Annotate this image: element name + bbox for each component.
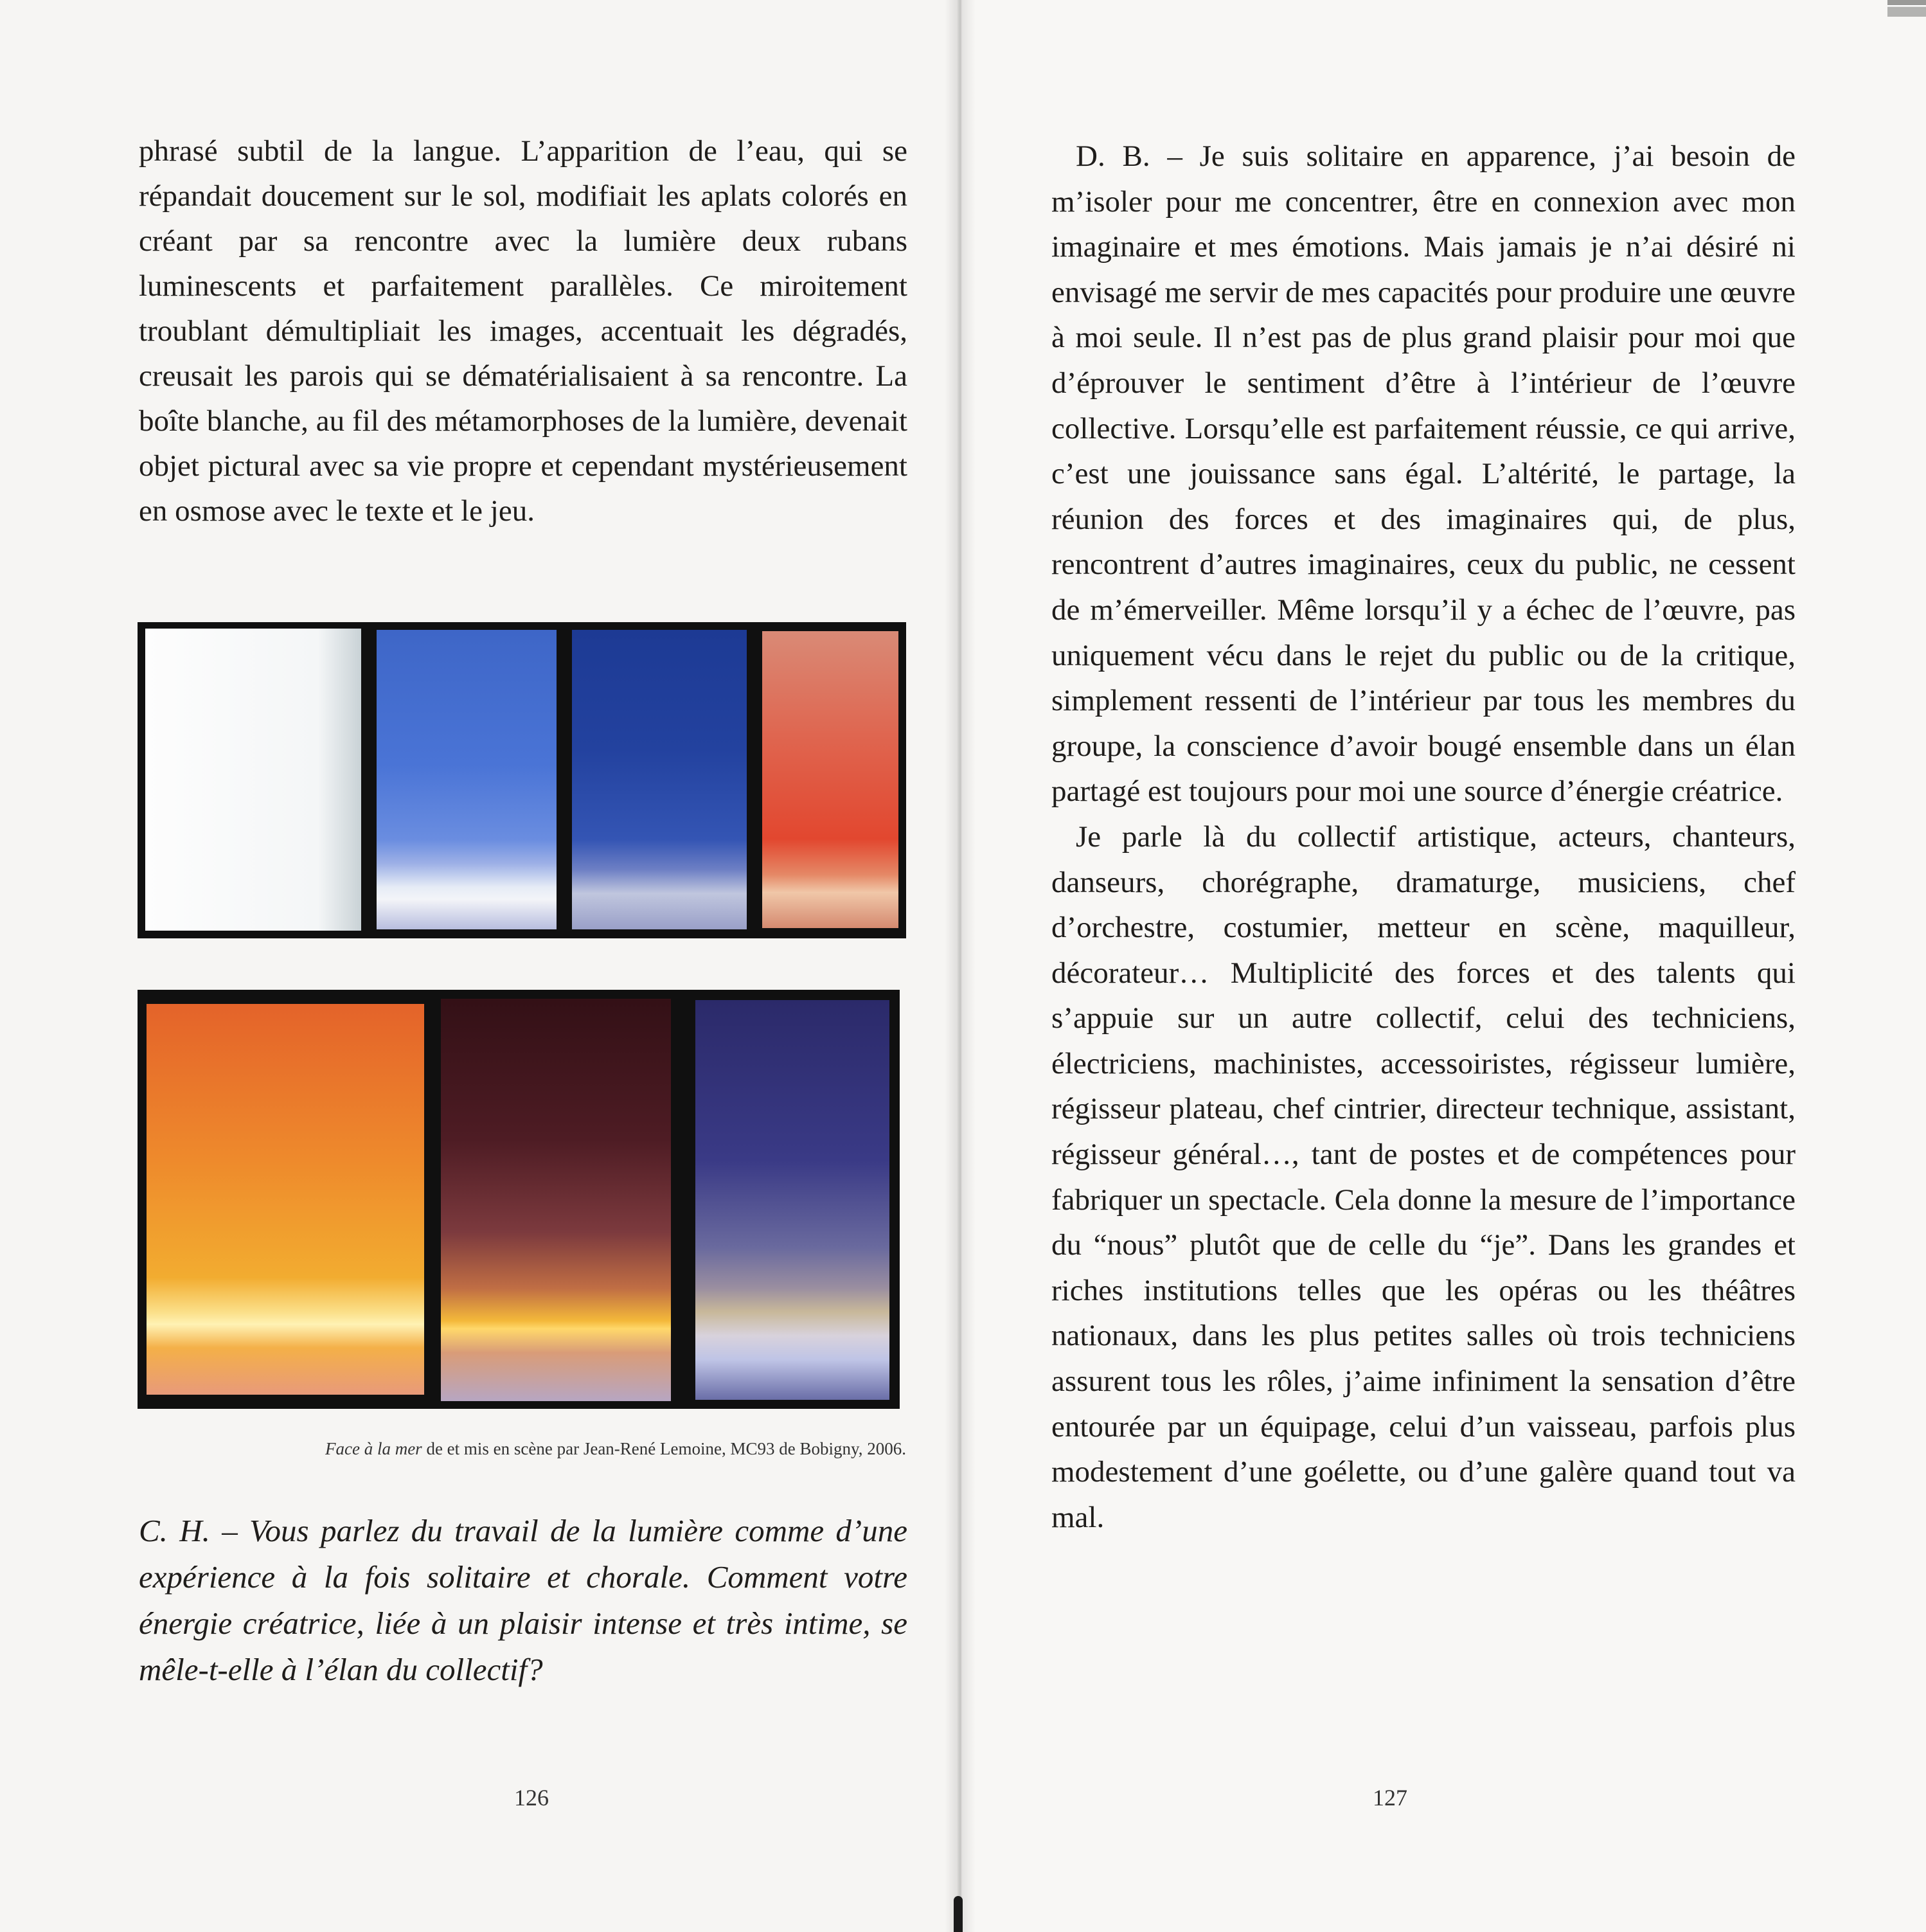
page-number-right: 127 <box>1373 1785 1407 1811</box>
book-gutter <box>945 0 976 1932</box>
stage-photo-top <box>138 622 906 938</box>
photo-panel-orange <box>147 1004 424 1395</box>
answer-paragraph-1: D. B. – Je suis solitaire en apparence, j’ai besoin de m’isoler pour me concentrer, être en connexion avec mon imaginaire et mes émotions. Mais jamais je n’ai désiré ni envisagé me servir de mes capacités pour produire une œuvre à moi seule. Il n’est pas de plus grand plaisir pour moi que d’éprouver le sentiment d’être à l’intérieur de l’œuvre collective. Lorsqu’elle est parfaitement réussie, ce qui arrive, c’est une jouissance sans égal. L’altérité, le partage, la réunion des forces et des imaginaires qui, de plus, rencontrent d’autres imaginaires, ceux du public, ne cessent de m’émerveiller. Même lorsqu’il y a échec de l’œuvre, pas uniquement vécu dans le rejet du public ou de la critique, simplement ressenti de l’intérieur par tous les membres du groupe, la conscience d’avoir bougé ensemble dans un élan partagé est toujours pour moi une source d’énergie créatrice. <box>1051 139 1796 809</box>
photo-panel-violet <box>695 1000 889 1400</box>
left-page <box>0 0 958 1932</box>
photo-panel-sunset <box>441 999 671 1401</box>
left-paragraph: phrasé subtil de la langue. L’apparition de l’eau, qui se répandait doucement sur le sol, modifiait les aplats colorés en créant par sa rencontre avec la lumière deux rubans luminescents et parfaitement parallèles. Ce miroitement troublant démultipliait les images, accentuait les dégradés, creusait les parois qui se dématérialisaient à sa rencontre. La boîte blanche, au fil des métamorphoses de la lumière, devenait objet pictural avec sa vie propre et cependant mystérieusement en osmose avec le texte et le jeu. <box>139 134 907 528</box>
corner-mark <box>1887 0 1926 17</box>
photo-panel-deep-blue <box>572 630 747 929</box>
stage-photo-bottom <box>138 990 900 1409</box>
caption-title: Face à la mer <box>325 1439 422 1458</box>
spine-mark <box>954 1896 963 1932</box>
left-body-text <box>139 129 907 533</box>
interview-question: C. H. – Vous parlez du travail de la lumière comme d’une expérience à la fois solitaire et chorale. Comment votre énergie créatrice, liée à un plaisir intense et très intime, se mêle-t-elle à l’élan du collectif? <box>139 1513 907 1687</box>
right-body-text <box>1051 134 1796 1540</box>
caption-credit: de et mis en scène par Jean-René Lemoine, MC93 de Bobigny, 2006. <box>422 1439 906 1458</box>
photo-caption <box>138 1437 906 1460</box>
photo-panel-light-blue <box>377 630 557 929</box>
answer-paragraph-2: Je parle là du collectif artistique, acteurs, chanteurs, danseurs, chorégraphe, dramaturge, musiciens, chef d’orchestre, costumier, metteur en scène, maquilleur, décorateur… Multiplicité des forces et des talents qui s’appuie sur un autre collectif, celui des techniciens, électriciens, machinistes, accessoiristes, régisseur lumière, régisseur plateau, chef cintrier, directeur technique, assistant, régisseur général…, tant de postes et de compétences pour fabriquer un spectacle. Cela donne la mesure de l’importance du “nous” plutôt que de celle du “je”. Dans les grandes et riches institutions telles que les opéras ou les théâtres nationaux, dans les plus petites salles où trois techniciens assurent tous les rôles, j’aime infiniment la sensation d’être entourée par un équipage, celui d’un vaisseau, parfois plus modestement d’une goélette, ou d’une galère quand tout va mal. <box>1051 819 1796 1534</box>
photo-panel-white <box>145 629 361 931</box>
photo-panel-red <box>762 631 898 928</box>
page-number-left: 126 <box>514 1785 549 1811</box>
